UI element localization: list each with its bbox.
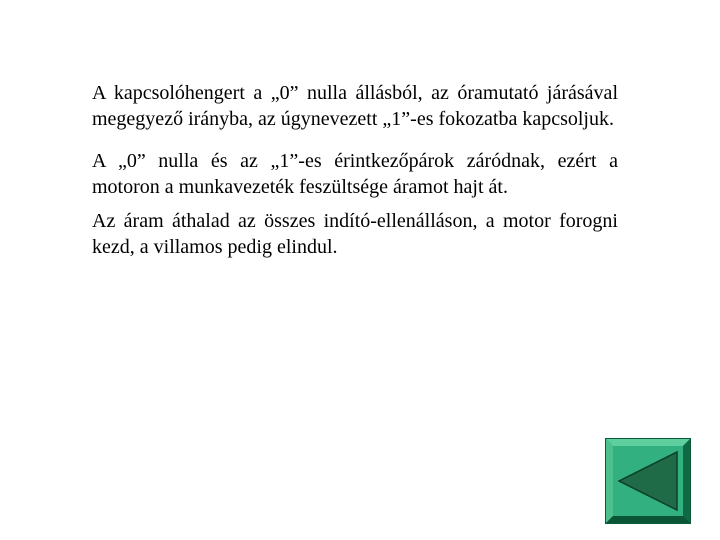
paragraph-1: A kapcsolóhengert a „0” nulla állásból, az óramutató járásával megegyező irányba, az úgynevezett „1”-es fokozatba kapcsoljuk. — [92, 82, 618, 130]
left-triangle-icon — [605, 438, 691, 524]
paragraph-2: A „0” nulla és az „1”-es érintkezőpárok záródnak, ezért a motoron a munkavezeték feszültsége áramot hajt át. — [92, 150, 618, 198]
paragraph-3: Az áram áthalad az összes indító-ellenálláson, a motor forogni kezd, a villamos pedig elindul. — [92, 210, 618, 258]
slide-text — [92, 80, 618, 260]
back-button[interactable] — [605, 438, 691, 524]
